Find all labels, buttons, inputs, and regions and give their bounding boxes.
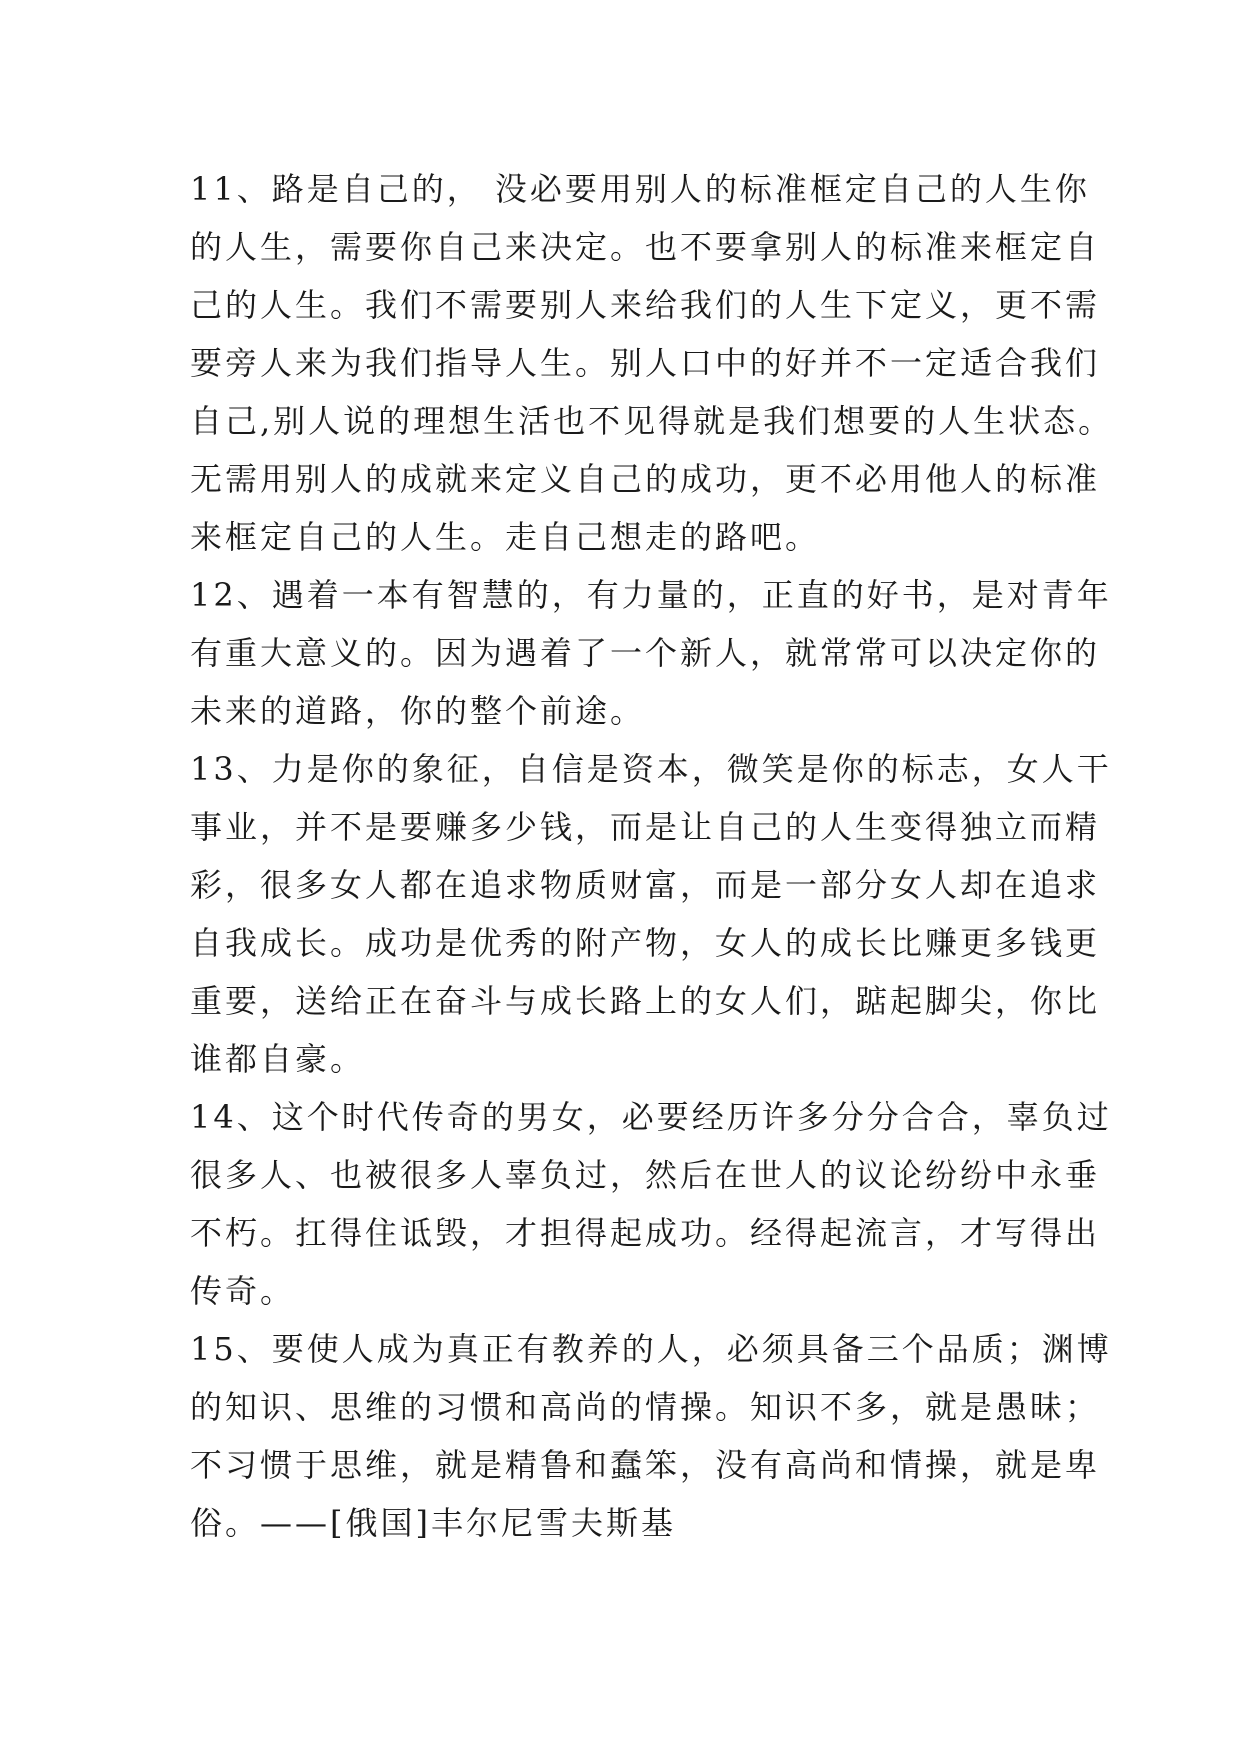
paragraph-13 [190, 740, 1112, 1088]
text-line: 13、力是你的象征，自信是资本，微笑是你的标志，女人干 [190, 750, 1112, 788]
text-line: 有重大意义的。因为遇着了一个新人，就常常可以决定你的 [190, 634, 1101, 672]
text-line: 15、要使人成为真正有教养的人，必须具备三个品质；渊博 [190, 1330, 1112, 1368]
text-line: 彩，很多女人都在追求物质财富，而是一部分女人却在追求 [190, 866, 1101, 904]
text-line: 自己,别人说的理想生活也不见得就是我们想要的人生状态。 [190, 402, 1114, 440]
document-body [190, 160, 1114, 1552]
text-line: 未来的道路，你的整个前途。 [190, 692, 646, 730]
text-line: 的知识、思维的习惯和高尚的情操。知识不多，就是愚昧； [190, 1388, 1101, 1426]
text-line: 俗。——[俄国]丰尔尼雪夫斯基 [190, 1504, 676, 1542]
text-line: 重要，送给正在奋斗与成长路上的女人们，踮起脚尖，你比 [190, 982, 1101, 1020]
text-line: 自我成长。成功是优秀的附产物，女人的成长比赚更多钱更 [190, 924, 1101, 962]
text-line: 无需用别人的成就来定义自己的成功，更不必用他人的标准 [190, 460, 1101, 498]
text-line: 己的人生。我们不需要别人来给我们的人生下定义，更不需 [190, 286, 1101, 324]
text-line: 不习惯于思维，就是精鲁和蠢笨，没有高尚和情操，就是卑 [190, 1446, 1101, 1484]
paragraph-14 [190, 1088, 1112, 1320]
text-line: 不朽。扛得住诋毁，才担得起成功。经得起流言，才写得出 [190, 1214, 1101, 1252]
text-line: 11、路是自己的， 没必要用别人的标准框定自己的人生你 [190, 170, 1090, 208]
text-line: 12、遇着一本有智慧的，有力量的，正直的好书，是对青年 [190, 576, 1112, 614]
text-line: 很多人、也被很多人辜负过，然后在世人的议论纷纷中永垂 [190, 1156, 1101, 1194]
paragraph-15 [190, 1320, 1112, 1552]
paragraph-12 [190, 566, 1112, 740]
text-line: 传奇。 [190, 1272, 296, 1310]
text-line: 14、这个时代传奇的男女，必要经历许多分分合合，辜负过 [190, 1098, 1112, 1136]
paragraph-11 [190, 160, 1114, 566]
text-line: 谁都自豪。 [190, 1040, 366, 1078]
text-line: 的人生，需要你自己来决定。也不要拿别人的标准来框定自 [190, 228, 1101, 266]
text-line: 来框定自己的人生。走自己想走的路吧。 [190, 518, 821, 556]
text-line: 事业，并不是要赚多少钱，而是让自己的人生变得独立而精 [190, 808, 1101, 846]
text-line: 要旁人来为我们指导人生。别人口中的好并不一定适合我们 [190, 344, 1101, 382]
